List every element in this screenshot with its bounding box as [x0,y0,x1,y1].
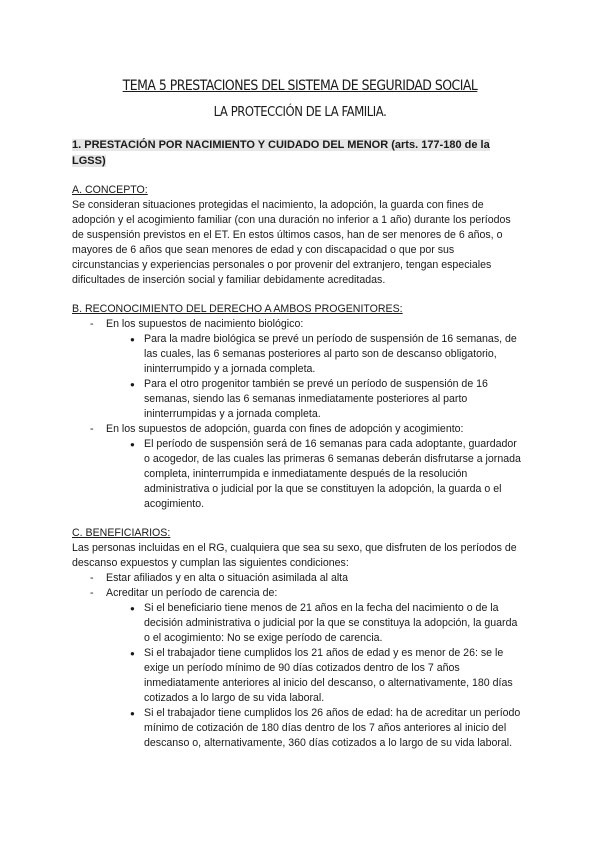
bullet-item: ● Si el beneficiario tiene menos de 21 años en la fecha del nacimiento o de la decisión administrativa o judicial por la que se constituya la adopción, la guarda o el acogimiento: No se exige período de carencia. [72,601,524,646]
document-subtitle: LA PROTECCIÓN DE LA FAMILIA. [213,104,387,120]
section-heading-text: 1. PRESTACIÓN POR NACIMIENTO Y CUIDADO DEL MENOR (arts. 177-180 de la LGSS) [72,139,490,167]
concepto-heading: A. CONCEPTO: [72,184,148,196]
concepto-text: Se consideran situaciones protegidas el nacimiento, la adopción, la guarda con fines de adopción y el acogimiento familiar (con una duración no inferior a 1 año) durante los períodos de suspensión previstos en el ET. En estos últimos casos, han de ser menores de 6 años, o mayores de 6 años que sean menores de edad y con discapacidad o que por sus circunstancias y experiencias personales o por provenir del extranjero, tengan especiales dificultades de inserción social y familiar debidamente acreditadas. [72,199,511,286]
bullet-item: ● Si el trabajador tiene cumplidos los 21 años de edad y es menor de 26: se le exige un período mínimo de 90 días cotizados dentro de los 7 años inmediatamente anteriores al inicio del descanso, o alternativamente, 180 días cotizados a lo largo de su vida laboral. [72,646,524,706]
document-title: TEMA 5 PRESTACIONES DEL SISTEMA DE SEGURIDAD SOCIAL [122,78,478,94]
bullet-item: ● Para la madre biológica se prevé un período de suspensión de 16 semanas, de las cuales, las 6 semanas posteriores al parto son de descanso obligatorio, ininterrumpido y a jornada completa. [72,332,524,377]
section-heading [72,137,502,169]
bullet-item: ● Si el trabajador tiene cumplidos los 26 años de edad: ha de acreditar un período mínimo de cotización de 180 días dentro de los 7 años anteriores al inicio del descanso o, alternativamente, 360 días cotizados a lo largo de su vida laboral. [72,706,524,751]
bullet-item: ● El período de suspensión será de 16 semanas para cada adoptante, guardador o acogedor, de las cuales las primeras 6 semanas deberán disfrutarse a jornada completa, ininterrumpida e inmediatamente después de la resolución administrativa o judicial por la que se constituyen la adopción, la guarda o el acogimiento. [72,437,524,512]
list-item: - En los supuestos de adopción, guarda con fines de adopción y acogimiento: [72,422,524,437]
list-item: - Estar afiliados y en alta o situación asimilada al alta [72,571,524,586]
beneficiarios-heading: C. BENEFICIARIOS: [72,527,171,539]
beneficiarios-intro: Las personas incluidas en el RG, cualquiera que sea su sexo, que disfruten de los períodos de descanso expuestos y cumplan las siguientes condiciones: [72,542,517,569]
bullet-item: ● Para el otro progenitor también se prevé un período de suspensión de 16 semanas, siendo las 6 semanas inmediatamente posteriores al parto ininterrumpidas y a jornada completa. [72,377,524,422]
reconocimiento-heading: B. RECONOCIMIENTO DEL DERECHO A AMBOS PROGENITORES: [72,303,403,315]
list-item: - Acreditar un período de carencia de: [72,586,524,601]
document-body [72,183,524,751]
list-item: - En los supuestos de nacimiento biológico: [72,317,524,332]
